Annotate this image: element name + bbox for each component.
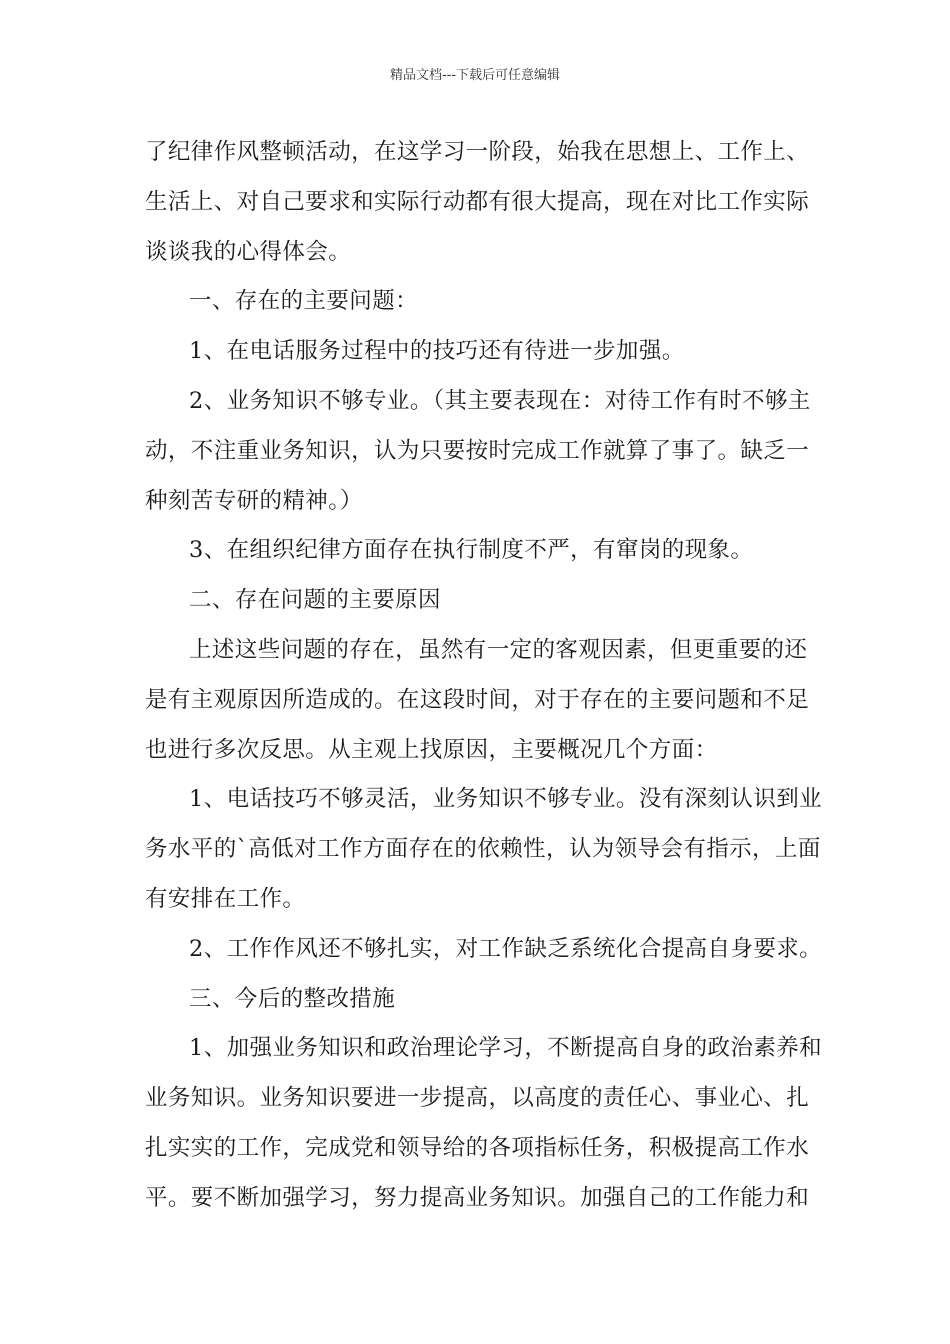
text-line: 扎实实的工作，完成党和领导给的各项指标任务，积极提高工作水 (145, 1134, 810, 1161)
document-body (145, 128, 823, 1224)
text-line: 动，不注重业务知识，认为只要按时完成工作就算了事了。缺乏一 (145, 437, 810, 464)
page-header: 精品文档---下载后可任意编辑 (389, 68, 561, 83)
text-line: 1、电话技巧不够灵活，业务知识不够专业。没有深刻认识到业 (189, 786, 823, 813)
text-line: 业务知识。业务知识要进一步提高，以高度的责任心、事业心、扎 (145, 1085, 810, 1112)
text-line: 3、在组织纪律方面存在执行制度不严，有窜岗的现象。 (189, 537, 754, 564)
text-line: 有安排在工作。 (145, 885, 306, 912)
text-line: 2、工作作风还不够扎实，对工作缺乏系统化合提高自身要求。 (189, 935, 823, 962)
text-line: 生活上、对自己要求和实际行动都有很大提高，现在对比工作实际 (145, 188, 810, 215)
text-line: 是有主观原因所造成的。在这段时间，对于存在的主要问题和不足 (145, 686, 810, 713)
text-line: 2、业务知识不够专业。（其主要表现在：对待工作有时不够主 (189, 387, 811, 414)
text-line: 1、加强业务知识和政治理论学习，不断提高自身的政治素养和 (189, 1035, 823, 1062)
section-heading: 三、今后的整改措施 (189, 985, 396, 1012)
text-line: 也进行多次反思。从主观上找原因，主要概况几个方面： (145, 736, 718, 763)
section-heading: 二、存在问题的主要原因 (189, 587, 441, 614)
text-line: 1、在电话服务过程中的技巧还有待进一步加强。 (189, 338, 685, 365)
text-line: 谈谈我的心得体会。 (145, 238, 352, 265)
text-line: 上述这些问题的存在，虽然有一定的客观因素，但更重要的还 (189, 636, 808, 663)
text-line: 了纪律作风整顿活动，在这学习一阶段，始我在思想上、工作上、 (145, 139, 810, 165)
text-line: 种刻苦专研的精神。） (145, 487, 363, 514)
text-line: 务水平的`高低对工作方面存在的依赖性，认为领导会有指示，上面 (145, 836, 821, 863)
text-line: 平。要不断加强学习，努力提高业务知识。加强自己的工作能力和 (145, 1184, 810, 1211)
section-heading: 一、存在的主要问题： (189, 288, 419, 315)
